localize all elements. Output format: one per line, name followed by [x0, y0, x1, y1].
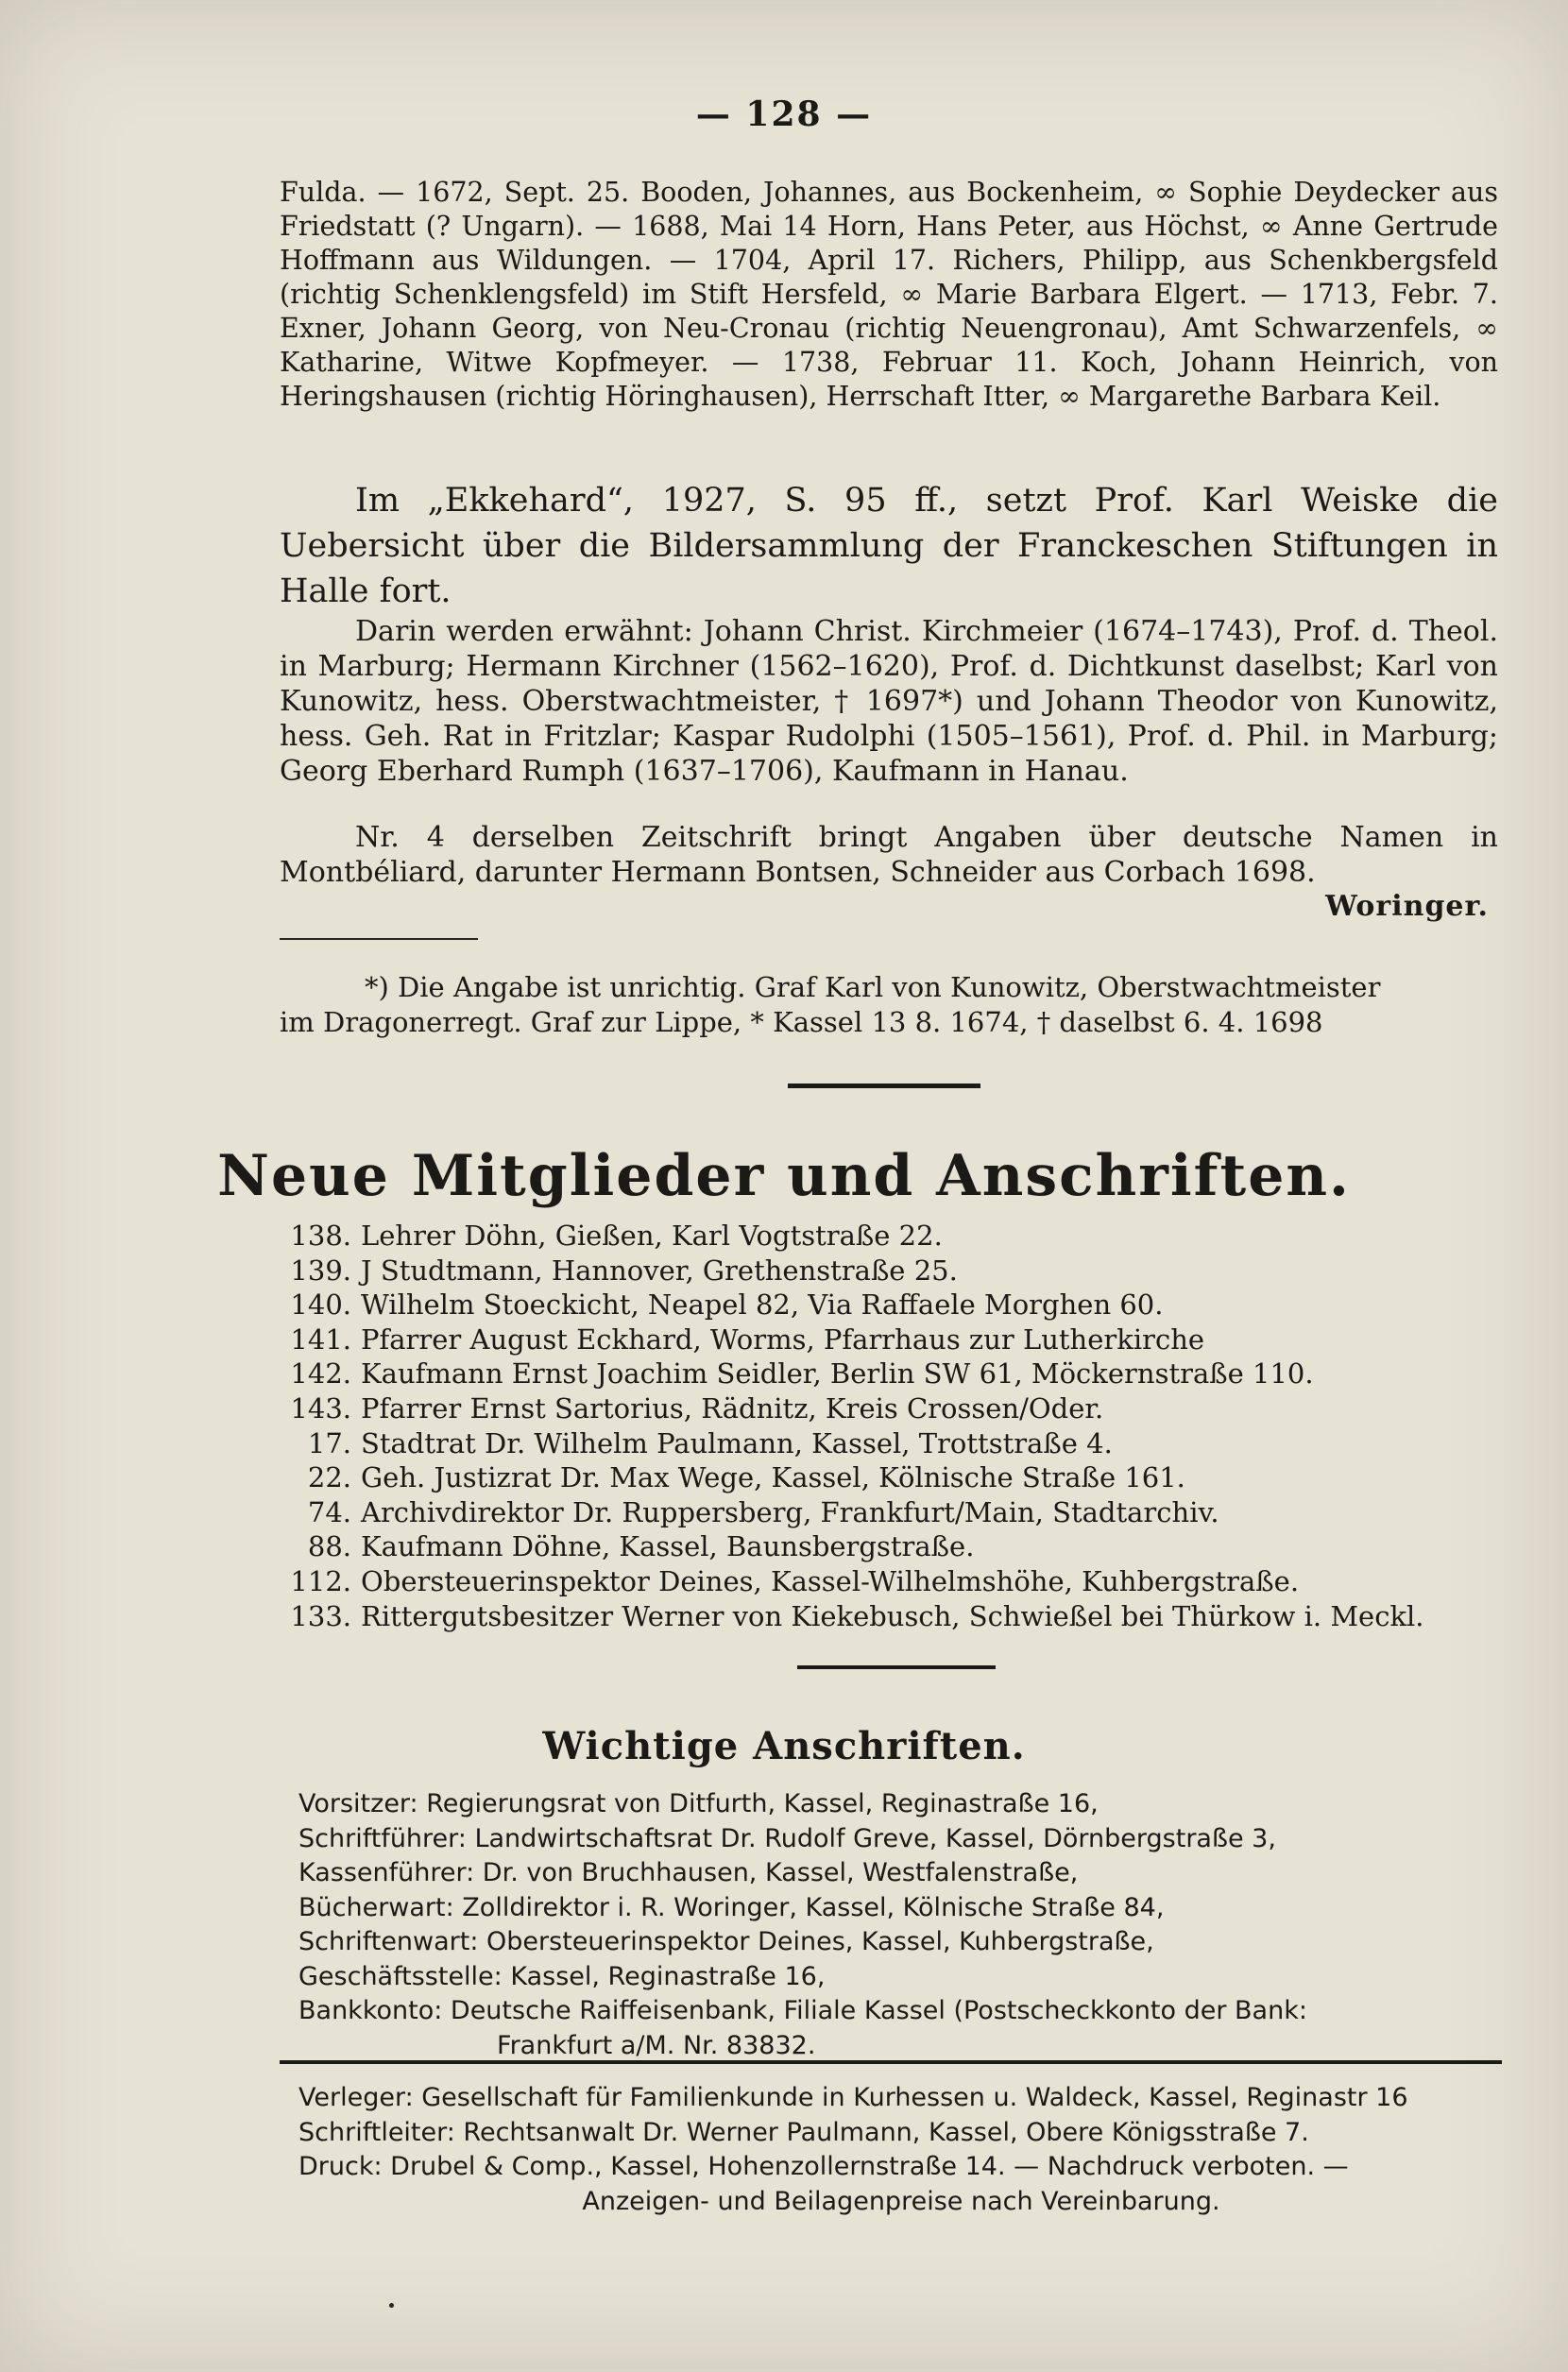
list-item: [280, 1495, 1508, 1530]
member-number: 74.: [307, 1495, 351, 1528]
list-item: [280, 1288, 1508, 1323]
address-publications: Schriftenwart: Obersteuerinspektor Deines, Kassel, Kuhbergstraße,: [298, 1927, 1154, 1956]
address-office: Geschäftsstelle: Kassel, Reginastraße 16,: [298, 1961, 826, 1991]
member-entry: Kaufmann Döhne, Kassel, Baunsbergstraße.: [361, 1530, 975, 1563]
heading-new-members: Neue Mitglieder und Anschriften.: [217, 1143, 1351, 1209]
member-number: 88.: [307, 1530, 351, 1563]
list-item: [280, 1219, 1508, 1254]
address-bank-account: Bankkonto: Deutsche Raiffeisenbank, Filiale Kassel (Postscheckkonto der Bank:: [298, 1996, 1307, 2025]
list-item: [280, 1426, 1508, 1461]
member-number: 143.: [290, 1391, 351, 1425]
list-item: [280, 1323, 1508, 1357]
footnote-line-1: *) Die Angabe ist unrichtig. Graf Karl von Kunowitz, Oberstwachtmeister: [365, 971, 1381, 1003]
member-number: 133.: [290, 1599, 351, 1632]
heading-important-addresses: Wichtige Anschriften.: [542, 1724, 1026, 1768]
member-entry: Stadtrat Dr. Wilhelm Paulmann, Kassel, Trottstraße 4.: [361, 1426, 1113, 1459]
speck-mark: [389, 2303, 394, 2308]
member-entry: Archivdirektor Dr. Ruppersberg, Frankfurt/Main, Stadtarchiv.: [361, 1495, 1219, 1528]
signature-woringer: Woringer.: [1325, 890, 1489, 923]
imprint: [298, 2081, 1504, 2219]
address-treasurer: Kassenführer: Dr. von Bruchhausen, Kassel, Westfalenstraße,: [298, 1858, 1079, 1887]
imprint-editor: Schriftleiter: Rechtsanwalt Dr. Werner Paulmann, Kassel, Obere Königsstraße 7.: [298, 2117, 1309, 2147]
montbeliard-section: [280, 820, 1498, 923]
genealogy-entries: [280, 176, 1498, 414]
addresses-list: [298, 1787, 1504, 2063]
member-entry: Lehrer Döhn, Gießen, Karl Vogtstraße 22.: [361, 1220, 943, 1252]
member-entry: Pfarrer August Eckhard, Worms, Pfarrhaus zur Lutherkirche: [361, 1323, 1205, 1356]
list-item: [280, 1529, 1508, 1564]
member-entry: Geh. Justizrat Dr. Max Wege, Kassel, Kölnische Straße 161.: [361, 1461, 1185, 1494]
list-item: [280, 1357, 1508, 1391]
section-divider-middle: [797, 1665, 996, 1669]
address-bank-continuation: Frankfurt a/M. Nr. 83832.: [497, 2030, 816, 2060]
member-number: 138.: [290, 1220, 351, 1252]
member-entry: Pfarrer Ernst Sartorius, Rädnitz, Kreis Crossen/Oder.: [361, 1391, 1104, 1425]
paragraph-ekkehard-lead: Im „Ekkehard“, 1927, S. 95 ff., setzt Prof. Karl Weiske die Uebersicht über die Bildersammlung der Franckeschen Stiftungen in Halle fort.: [280, 482, 1498, 610]
member-entry: Rittergutsbesitzer Werner von Kiekebusch, Schwießel bei Thürkow i. Meckl.: [361, 1599, 1424, 1632]
member-number: 17.: [307, 1426, 351, 1459]
ekkehard-section: [280, 478, 1498, 614]
address-chairman: Vorsitzer: Regierungsrat von Ditfurth, Kassel, Reginastraße 16,: [298, 1789, 1099, 1818]
member-entry: Kaufmann Ernst Joachim Seidler, Berlin SW 61, Möckernstraße 110.: [361, 1357, 1314, 1391]
member-entry: Obersteuerinspektor Deines, Kassel-Wilhelmshöhe, Kuhbergstraße.: [361, 1564, 1300, 1597]
member-entry: Wilhelm Stoeckicht, Neapel 82, Via Raffaele Morghen 60.: [361, 1288, 1164, 1322]
footnote-line-2: im Dragonerregt. Graf zur Lippe, * Kassel 13 8. 1674, † daselbst 6. 4. 1698: [280, 1006, 1323, 1038]
list-item: [280, 1564, 1508, 1599]
member-number: 139.: [290, 1254, 351, 1287]
address-librarian: Bücherwart: Zolldirektor i. R. Woringer, Kassel, Kölnische Straße 84,: [298, 1892, 1165, 1922]
list-item: [280, 1460, 1508, 1495]
imprint-divider: [280, 2060, 1502, 2064]
member-number: 22.: [307, 1461, 351, 1494]
list-item: [280, 1599, 1508, 1634]
imprint-publisher: Verleger: Gesellschaft für Familienkunde in Kurhessen u. Waldeck, Kassel, Reginastr 16: [298, 2083, 1408, 2112]
member-number: 140.: [290, 1288, 351, 1322]
section-divider-top: [788, 1084, 980, 1088]
footnote: [280, 970, 1498, 1040]
mentioned-persons-section: [280, 614, 1498, 789]
members-list: [280, 1219, 1508, 1633]
paragraph-marriages: Fulda. — 1672, Sept. 25. Booden, Johannes, aus Bockenheim, ∞ Sophie Deydecker aus Friedstatt (? Ungarn). — 1688, Mai 14 Horn, Hans Peter, aus Höchst, ∞ Anne Gertrude Hoffmann aus Wildungen. — 1704, April 17. Richers, Philipp, aus Schenkbergsfeld (richtig Schenklengsfeld) im Stift Hersfeld, ∞ Marie Barbara Elgert. — 1713, Febr. 7. Exner, Johann Georg, von Neu-Cronau (richtig Neuengronau), Amt Schwarzenfels, ∞ Katharine, Witwe Kopfmeyer. — 1738, Februar 11. Koch, Johann Heinrich, von Heringshausen (richtig Höringhausen), Herrschaft Itter, ∞ Margarethe Barbara Keil.: [280, 177, 1498, 412]
page-number: — 128 —: [695, 94, 873, 134]
footnote-divider: [280, 938, 478, 940]
member-entry: J Studtmann, Hannover, Grethenstraße 25.: [361, 1254, 958, 1287]
member-number: 142.: [290, 1357, 351, 1391]
list-item: [280, 1391, 1508, 1426]
address-secretary: Schriftführer: Landwirtschaftsrat Dr. Rudolf Greve, Kassel, Dörnbergstraße 3,: [298, 1823, 1276, 1853]
member-number: 141.: [290, 1323, 351, 1356]
paragraph-montbeliard: Nr. 4 derselben Zeitschrift bringt Angaben über deutsche Namen in Montbéliard, darunter Hermann Bontsen, Schneider aus Corbach 1698.: [280, 821, 1498, 889]
imprint-advertising: Anzeigen- und Beilagenpreise nach Vereinbarung.: [582, 2186, 1220, 2216]
list-item: [280, 1254, 1508, 1288]
imprint-printer: Druck: Drubel & Comp., Kassel, Hohenzollernstraße 14. — Nachdruck verboten. —: [298, 2152, 1349, 2181]
paragraph-mentioned-persons: Darin werden erwähnt: Johann Christ. Kirchmeier (1674–1743), Prof. d. Theol. in Marburg; Hermann Kirchner (1562–1620), Prof. d. Dichtkunst daselbst; Karl von Kunowitz, hess. Oberstwachtmeister, † 1697*) und Johann Theodor von Kunowitz, hess. Geh. Rat in Fritzlar; Kaspar Rudolphi (1505–1561), Prof. d. Phil. in Marburg; Georg Eberhard Rumph (1637–1706), Kaufmann in Hanau.: [280, 615, 1498, 788]
member-number: 112.: [290, 1564, 351, 1597]
